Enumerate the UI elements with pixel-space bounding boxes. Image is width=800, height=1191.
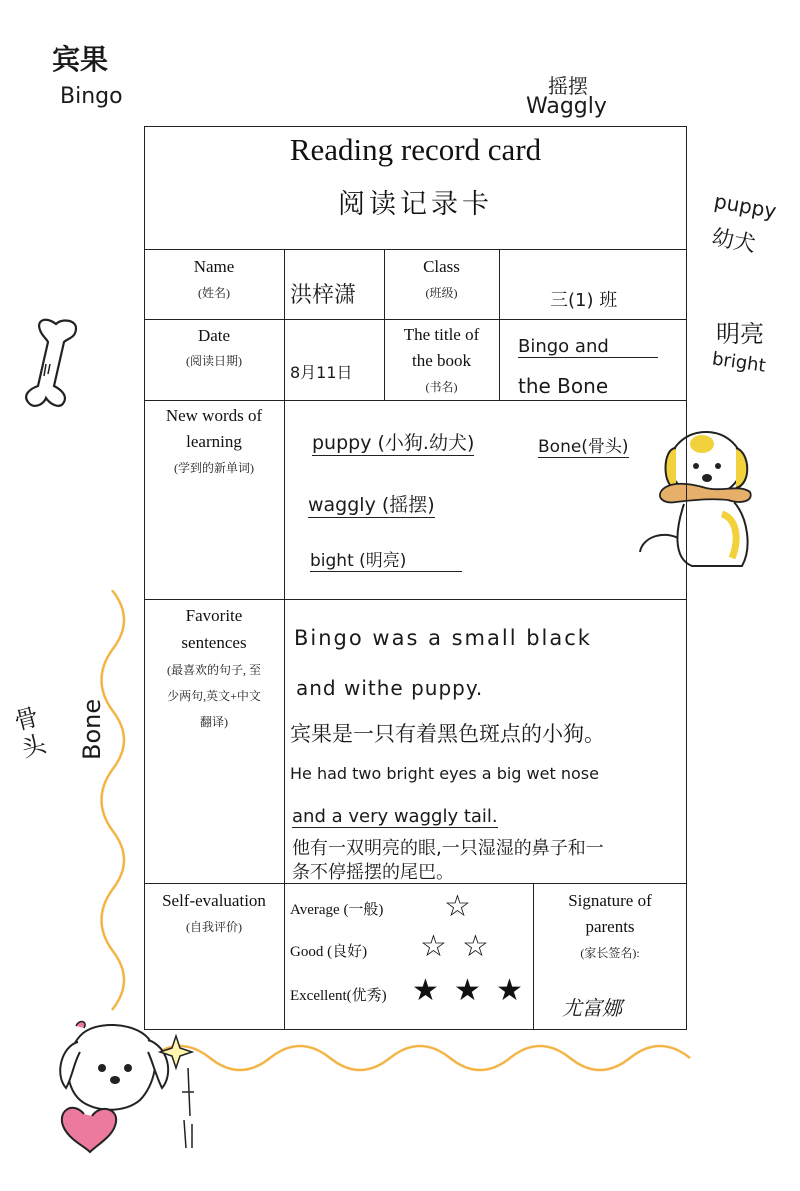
words-label-1: New words of bbox=[165, 406, 263, 425]
words-label-cn: (学到的新单词) bbox=[174, 461, 254, 475]
name-label: Name bbox=[193, 257, 235, 276]
word-puppy: puppy (小狗.幼犬) bbox=[312, 428, 474, 456]
book-label-1: The title of bbox=[403, 325, 480, 344]
book-value-2: the Bone bbox=[518, 374, 609, 398]
date-label-cn: (阅读日期) bbox=[186, 354, 242, 368]
rating-good-label: Good (良好) bbox=[290, 944, 368, 960]
sentence-7: 条不停摇摆的尾巴。 bbox=[292, 862, 454, 883]
fav-label-cn-2: 少两句,英文+中文 bbox=[167, 689, 261, 703]
star-outline-icon: ☆ bbox=[444, 890, 471, 923]
signature-label-2: parents bbox=[585, 917, 635, 936]
word-bone: Bone(骨头) bbox=[538, 432, 629, 458]
star-filled-icon: ★ bbox=[454, 974, 481, 1007]
book-label-2: the book bbox=[411, 351, 472, 370]
note-bone-en: Bone bbox=[78, 698, 106, 760]
self-eval-label-cn: (自我评价) bbox=[186, 920, 242, 934]
note-bingo-cn: 宾果 bbox=[52, 43, 109, 76]
book-label-cn: (书名) bbox=[425, 380, 458, 394]
parent-signature: 尤富娜 bbox=[562, 996, 622, 1020]
note-puppy-en: puppy bbox=[712, 188, 779, 224]
fav-label-cn-3: 翻译) bbox=[200, 715, 228, 729]
date-label: Date bbox=[197, 326, 231, 345]
star-filled-icon: ★ bbox=[496, 974, 523, 1007]
note-bright-en: bright bbox=[710, 348, 767, 377]
fav-label-cn-1: (最喜欢的句子, 至 bbox=[167, 663, 261, 677]
wavy-border-bottom bbox=[150, 1038, 710, 1078]
note-bingo-en: Bingo bbox=[60, 84, 123, 109]
rating-average-label: Average (一般) bbox=[290, 902, 384, 918]
class-value: 三(1) 班 bbox=[550, 290, 618, 311]
signature-label-1: Signature of bbox=[568, 891, 652, 910]
puppy-with-heart-icon bbox=[44, 1016, 194, 1156]
star-filled-icon: ★ bbox=[412, 974, 439, 1007]
bone-doodle-icon bbox=[16, 314, 96, 414]
star-outline-icon: ☆ bbox=[420, 930, 447, 963]
signature-label-cn: (家长签名): bbox=[580, 946, 640, 960]
note-waggly-cn: 摇摆 bbox=[548, 74, 588, 98]
name-value: 洪梓潇 bbox=[290, 283, 357, 308]
note-puppy-cn: 幼犬 bbox=[709, 225, 758, 258]
note-waggly-en: Waggly bbox=[526, 94, 607, 119]
words-label-2: learning bbox=[186, 432, 242, 451]
star-outline-icon: ☆ bbox=[462, 930, 489, 963]
sentence-4: He had two bright eyes a big wet nose bbox=[290, 764, 599, 783]
note-bone-cn: 骨头 bbox=[11, 702, 49, 763]
self-eval-label: Self-evaluation bbox=[162, 891, 266, 910]
note-bright-cn: 明亮 bbox=[716, 320, 764, 348]
word-waggly: waggly (摇摆) bbox=[308, 490, 435, 518]
date-value: 8月11日 bbox=[290, 363, 353, 382]
name-label-cn: (姓名) bbox=[198, 286, 230, 300]
class-label: Class bbox=[423, 257, 460, 276]
class-label-cn: (班级) bbox=[425, 286, 458, 300]
fav-label-1: Favorite bbox=[185, 606, 243, 625]
sentence-2: and withe puppy. bbox=[296, 676, 484, 700]
sentence-6: 他有一双明亮的眼,一只湿湿的鼻子和一 bbox=[292, 838, 604, 859]
sentence-5: and a very waggly tail. bbox=[292, 806, 498, 827]
fav-label-2: sentences bbox=[181, 633, 247, 652]
rating-excellent-label: Excellent(优秀) bbox=[290, 988, 387, 1004]
wavy-border-left bbox=[98, 590, 138, 1030]
sentence-1: Bingo was a small black bbox=[294, 626, 592, 650]
book-value-1: Bingo and bbox=[518, 336, 658, 358]
card-title: Reading record card bbox=[289, 132, 542, 167]
card-title-cn: 阅读记录卡 bbox=[338, 189, 493, 219]
word-bright: bight (明亮) bbox=[310, 546, 462, 572]
sentence-3: 宾果是一只有着黑色斑点的小狗。 bbox=[290, 722, 605, 746]
